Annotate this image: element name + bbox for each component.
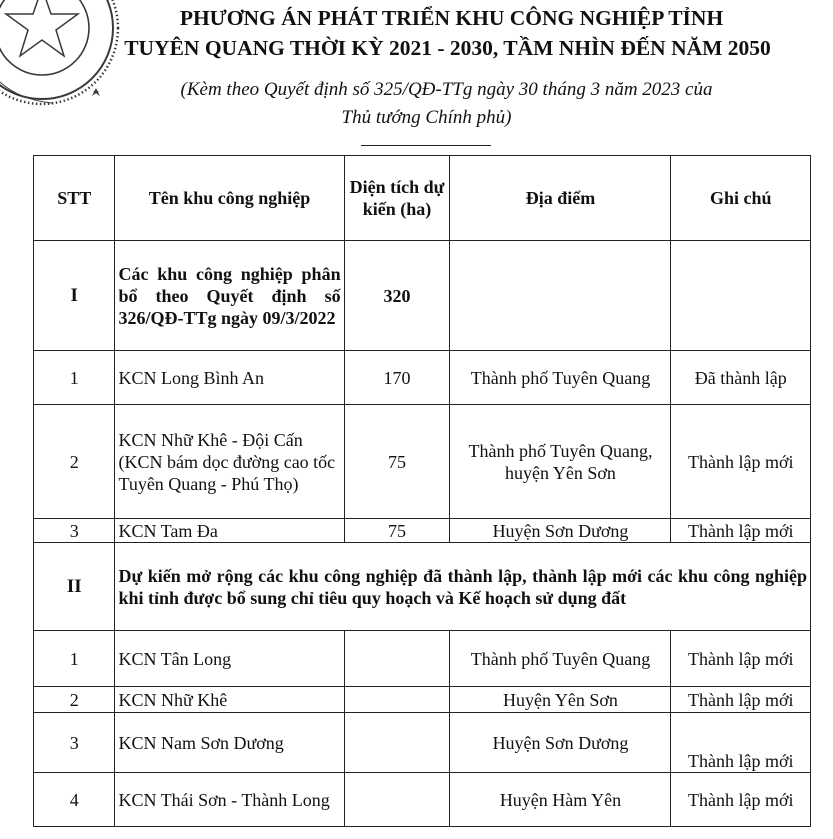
- row-note: Thành lập mới: [671, 519, 811, 543]
- row-zone-name: KCN Long Bình An: [115, 351, 344, 405]
- table-row: [34, 351, 811, 405]
- row-location: Huyện Hàm Yên: [450, 773, 671, 827]
- row-location: Huyện Sơn Dương: [450, 713, 671, 773]
- section-row-1: [34, 241, 811, 351]
- section-title: Các khu công nghiệp phân bổ theo Quyết định số 326/QĐ-TTg ngày 09/3/2022: [115, 241, 344, 351]
- row-location: Thành phố Tuyên Quang: [450, 351, 671, 405]
- column-header-area: Diện tích dự kiến (ha): [344, 156, 450, 241]
- row-area: 75: [344, 405, 450, 519]
- table-row: [34, 405, 811, 519]
- table-header-row: [34, 156, 811, 241]
- table-row: [34, 773, 811, 827]
- row-zone-name: KCN Nam Sơn Dương: [115, 713, 344, 773]
- row-zone-name: KCN Tam Đa: [115, 519, 344, 543]
- row-note: Thành lập mới: [671, 405, 811, 519]
- row-zone-name: KCN Tân Long: [115, 631, 344, 687]
- table-row: [34, 519, 811, 543]
- title-line-2: TUYÊN QUANG THỜI KỲ 2021 - 2030, TẦM NHÌN ĐẾN NĂM 2050: [124, 36, 771, 60]
- section-row-2: [34, 543, 811, 631]
- column-header-stt: STT: [34, 156, 115, 241]
- section-location: [450, 241, 671, 351]
- row-zone-name: KCN Nhữ Khê - Đội Cấn (KCN bám dọc đường cao tốc Tuyên Quang - Phú Thọ): [115, 405, 344, 519]
- row-zone-name: KCN Thái Sơn - Thành Long: [115, 773, 344, 827]
- industrial-zone-table: [33, 155, 811, 827]
- row-stt: 2: [34, 687, 115, 713]
- table-row: [34, 687, 811, 713]
- row-location: Thành phố Tuyên Quang, huyện Yên Sơn: [450, 405, 671, 519]
- row-stt: 4: [34, 773, 115, 827]
- title-line-1: PHƯƠNG ÁN PHÁT TRIỂN KHU CÔNG NGHIỆP TỈNH: [179, 6, 724, 30]
- row-area: [344, 687, 450, 713]
- row-location: Huyện Sơn Dương: [450, 519, 671, 543]
- row-area: [344, 631, 450, 687]
- row-location: Thành phố Tuyên Quang: [450, 631, 671, 687]
- section-number: II: [34, 543, 115, 631]
- column-header-location: Địa điểm: [450, 156, 671, 241]
- row-area: 75: [344, 519, 450, 543]
- section-title: Dự kiến mở rộng các khu công nghiệp đã thành lập, thành lập mới các khu công nghiệp khi tỉnh được bổ sung chỉ tiêu quy hoạch và Kế hoạch sử dụng đất: [115, 543, 811, 631]
- row-zone-name: KCN Nhữ Khê: [115, 687, 344, 713]
- subtitle-line-2: Thủ tướng Chính phủ): [341, 107, 512, 128]
- table-row: [34, 631, 811, 687]
- row-note: Thành lập mới: [671, 773, 811, 827]
- row-note: Đã thành lập: [671, 351, 811, 405]
- table-row: [34, 713, 811, 773]
- row-note: Thành lập mới: [671, 713, 811, 773]
- row-area: [344, 713, 450, 773]
- section-number: I: [34, 241, 115, 351]
- row-note: Thành lập mới: [671, 687, 811, 713]
- section-note: [671, 241, 811, 351]
- header-divider: [361, 145, 491, 146]
- column-header-note: Ghi chú: [671, 156, 811, 241]
- row-stt: 1: [34, 631, 115, 687]
- row-stt: 1: [34, 351, 115, 405]
- row-location: Huyện Yên Sơn: [450, 687, 671, 713]
- subtitle-line-1: (Kèm theo Quyết định số 325/QĐ-TTg ngày 30 tháng 3 năm 2023 của: [180, 79, 713, 100]
- row-area: [344, 773, 450, 827]
- row-area: 170: [344, 351, 450, 405]
- row-stt: 3: [34, 519, 115, 543]
- section-area: 320: [344, 241, 450, 351]
- row-stt: 3: [34, 713, 115, 773]
- row-stt: 2: [34, 405, 115, 519]
- column-header-name: Tên khu công nghiệp: [115, 156, 344, 241]
- row-note: Thành lập mới: [671, 631, 811, 687]
